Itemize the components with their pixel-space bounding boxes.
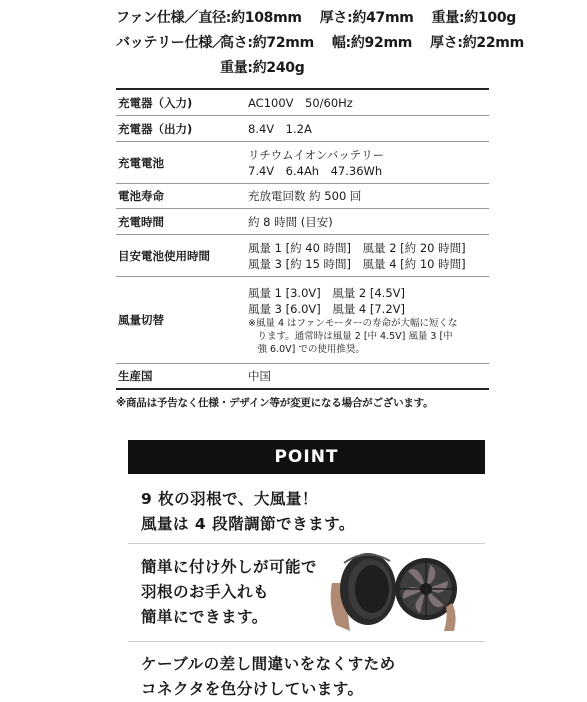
row-label: 目安電池使用時間 — [118, 248, 210, 263]
row-label: 充電時間 — [118, 214, 164, 229]
point-3-text — [141, 652, 396, 702]
row-label: 充電器（入力) — [118, 95, 193, 110]
fan-diameter: 直径:約108mm — [198, 9, 302, 26]
value-note: ります。通常時は風量 2 [中 4.5V] 風量 3 [中 — [248, 330, 453, 342]
table-row — [116, 184, 489, 209]
table-row — [116, 142, 489, 184]
fan-thickness: 厚さ:約47mm — [319, 9, 414, 26]
value-note: ※風量 4 はファンモーターの寿命が大幅に短くな — [248, 317, 458, 329]
value-line: 8.4V 1.2A — [248, 121, 312, 136]
value-line: 風量 1 [約 40 時間] 風量 2 [約 20 時間] — [248, 240, 466, 255]
value-line: AC100V 50/60Hz — [248, 95, 353, 110]
point-1-line: 9 枚の羽根で、大風量！ — [141, 490, 318, 508]
row-label: 生産国 — [118, 369, 153, 383]
value-line: 充放電回数 約 500 回 — [248, 189, 362, 203]
value-line: 風量 3 [約 15 時間] 風量 4 [約 10 時間] — [248, 256, 466, 271]
spec-summary — [116, 4, 524, 79]
row-value — [248, 116, 489, 141]
fan-product-photo — [326, 543, 460, 633]
point-2-text — [141, 555, 317, 630]
battery-weight: 重量:約240g — [220, 59, 305, 76]
row-value — [248, 209, 489, 234]
point-title: POINT — [274, 447, 339, 467]
point-2-line: 簡単にできます。 — [141, 608, 268, 626]
row-value — [248, 90, 489, 115]
row-value — [248, 142, 489, 183]
fan-spec-line — [116, 4, 516, 29]
point-3-line: ケーブルの差し間違いをなくすため — [141, 655, 396, 673]
battery-spec-label: バッテリー仕様／ — [116, 34, 226, 51]
battery-weight-line — [116, 54, 516, 79]
row-label: 電池寿命 — [118, 189, 164, 203]
table-row — [116, 116, 489, 142]
point-3-line: コネクタを色分けしています。 — [141, 680, 364, 698]
value-line: 中国 — [248, 369, 271, 383]
fan-side-view — [340, 553, 396, 625]
row-value — [248, 235, 489, 276]
row-label: 充電器（出力) — [118, 121, 193, 136]
battery-spec-line — [116, 29, 524, 54]
row-value — [248, 184, 489, 208]
divider — [128, 641, 485, 642]
point-2-line: 簡単に付け外しが可能で — [141, 558, 318, 576]
point-2-line: 羽根のお手入れも — [141, 583, 270, 601]
value-line: リチウムイオンバッテリー — [248, 147, 385, 162]
value-line: 風量 1 [3.0V] 風量 2 [4.5V] — [248, 285, 406, 300]
row-label: 風量切替 — [118, 313, 164, 327]
battery-thickness: 厚さ:約22mm — [430, 34, 524, 51]
table-row — [116, 364, 489, 390]
disclaimer-note: ※商品は予告なく仕様・デザイン等が変更になる場合がございます。 — [116, 397, 434, 409]
value-line: 7.4V 6.4Ah 47.36Wh — [248, 163, 383, 178]
point-banner — [128, 440, 485, 474]
value-line: 約 8 時間 (目安) — [248, 214, 333, 229]
row-value — [248, 364, 489, 388]
battery-width: 幅:約92mm — [331, 34, 413, 51]
value-line: 風量 3 [6.0V] 風量 4 [7.2V] — [248, 301, 406, 316]
row-label: 充電電池 — [118, 155, 164, 170]
row-value — [248, 277, 489, 363]
point-1-line: 風量は 4 段階調節できます。 — [141, 515, 355, 533]
battery-height: 高さ:約72mm — [220, 34, 314, 51]
fan-weight: 重量:約100g — [431, 9, 516, 26]
fan-spec-label: ファン仕様／ — [116, 9, 198, 26]
table-row — [116, 90, 489, 116]
table-row — [116, 235, 489, 277]
point-1-text — [141, 487, 355, 537]
table-row — [116, 277, 489, 364]
value-note: 強 6.0V] での使用推奨。 — [248, 343, 365, 355]
spec-table — [116, 88, 489, 390]
table-row — [116, 209, 489, 235]
